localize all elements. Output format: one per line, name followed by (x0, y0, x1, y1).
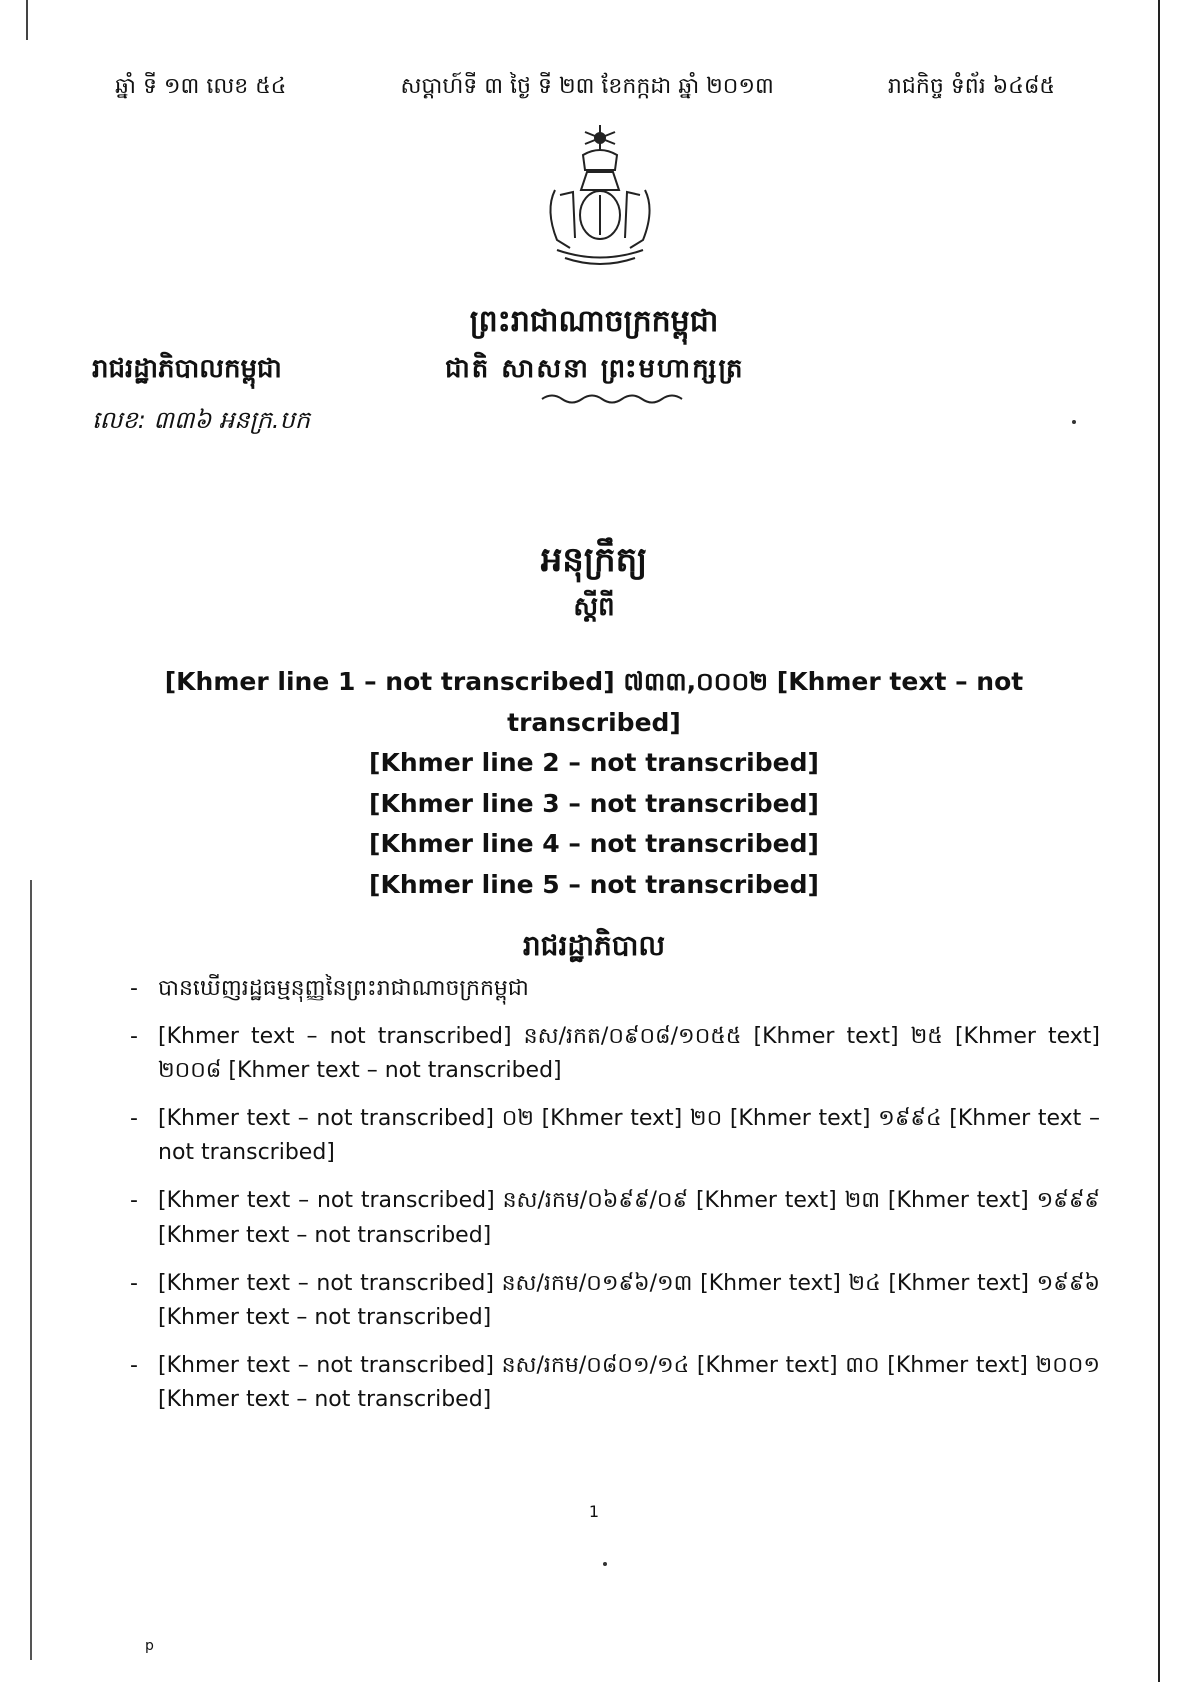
subject-line: [Khmer line 4 – not transcribed] (369, 829, 819, 858)
government-heading: រាជរដ្ឋាភិបាល (522, 929, 666, 962)
scan-edge-left (30, 880, 32, 1660)
subject-line: [Khmer line 5 – not transcribed] (369, 869, 819, 899)
gazette-header-left: ឆ្នាំ ទី ១៣ លេខ ៥៤ (115, 74, 287, 99)
subject-line: [Khmer line 3 – not transcribed] (369, 788, 819, 818)
page-number: 1 (588, 1502, 600, 1521)
recital-item: - [Khmer text – not transcribed] នស/រកម/០៨០១/១៤ [Khmer text] ៣០ [Khmer text] ២០០១ [Khmer text – not transcribed] (130, 1349, 1100, 1417)
reference-number: លេខ: ៣៣៦ អនក្រ.បក (92, 406, 311, 434)
recital-item: - [Khmer text – not transcribed] នស/រកត/០៩០៨/១០៥៥ [Khmer text] ២៥ [Khmer text] ២០០៨ [Khmer text – not transcribed] (130, 1020, 1100, 1088)
document-type: អនុក្រឹត្យ (540, 540, 648, 580)
scan-edge-right (1158, 0, 1160, 1682)
recitals-list (130, 972, 1100, 1431)
gazette-header (115, 72, 1055, 104)
footer-mark: p (145, 1638, 154, 1654)
recital-item: - បានឃើញរដ្ឋធម្មនុញ្ញនៃព្រះរាជាណាចក្រកម្ពុជា (130, 972, 1100, 1006)
regarding-label: ស្តីពី (573, 592, 615, 622)
recital-item: - [Khmer text – not transcribed] នស/រកម/០៦៩៩/០៩ [Khmer text] ២៣ [Khmer text] ១៩៩៩ [Khmer text – not transcribed] (130, 1184, 1100, 1252)
kingdom-title: ព្រះរាជាណាចក្រកម្ពុជា (469, 304, 719, 339)
ornament-divider-icon (540, 392, 690, 406)
gazette-header-center: សប្តាហ៍ទី ៣ ថ្ងៃ ទី ២៣ ខែកក្កដា ឆ្នាំ ២០១៣ (400, 74, 774, 99)
government-name: រាជរដ្ឋាភិបាលកម្ពុជា (92, 354, 282, 384)
royal-emblem-icon (535, 120, 665, 270)
decree-subject (160, 662, 1028, 905)
scan-edge-top (26, 0, 28, 40)
recital-item: - [Khmer text – not transcribed] ០២ [Khmer text] ២០ [Khmer text] ១៩៩៤ [Khmer text – not transcribed] (130, 1102, 1100, 1170)
national-motto: ជាតិ សាសនា ព្រះមហាក្សត្រ (445, 354, 745, 384)
recital-item: - [Khmer text – not transcribed] នស/រកម/០១៩៦/១៣ [Khmer text] ២៤ [Khmer text] ១៩៩៦ [Khmer text – not transcribed] (130, 1267, 1100, 1335)
scan-speck (1072, 420, 1076, 424)
gazette-header-right: រាជកិច្ច ទំព័រ ៦៤៨៥ (887, 74, 1055, 99)
scan-speck (603, 1562, 607, 1566)
subject-line: [Khmer line 2 – not transcribed] (369, 748, 819, 777)
subject-line: [Khmer line 1 – not transcribed] ៧៣៣,០០០២ [Khmer text – not transcribed] (164, 667, 1024, 737)
